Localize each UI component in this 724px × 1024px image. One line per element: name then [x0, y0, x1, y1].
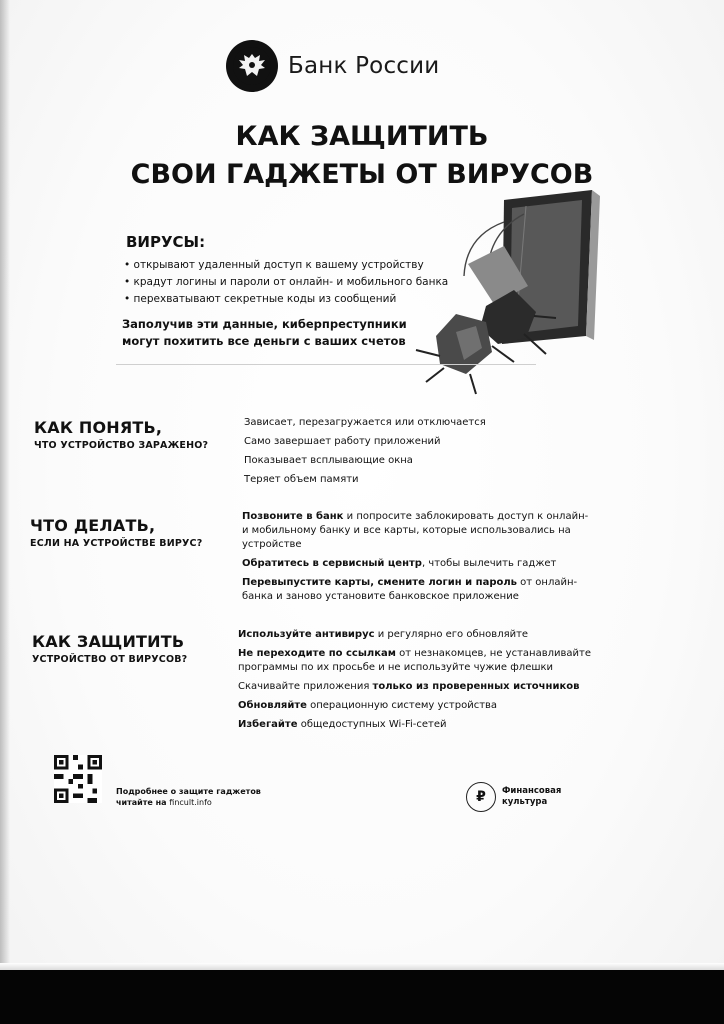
- list-item: Теряет объем памяти: [244, 474, 359, 485]
- section-title: ЧТО ДЕЛАТЬ,: [30, 516, 156, 535]
- scan-bottom-edge: [0, 963, 724, 970]
- bank-name: Банк России: [288, 53, 440, 79]
- double-headed-eagle-icon: [226, 40, 278, 92]
- section-divider: [116, 364, 536, 365]
- financial-culture-logo: ₽ Финансовая культура: [466, 782, 582, 812]
- list-item: Показывает всплывающие окна: [244, 455, 413, 466]
- qr-code-icon[interactable]: [53, 755, 103, 803]
- section-items: [238, 628, 598, 737]
- list-item: Используйте антивирус и регулярно его обновляйте: [238, 629, 529, 640]
- bank-logo: [226, 40, 439, 92]
- ruble-icon: ₽: [466, 782, 496, 812]
- list-item: • перехватывают секретные коды из сообщений: [124, 291, 448, 308]
- section-title: КАК ПОНЯТЬ,: [34, 418, 163, 437]
- section-subtitle: УСТРОЙСТВО ОТ ВИРУСОВ?: [32, 654, 188, 665]
- viruses-heading: ВИРУСЫ:: [126, 233, 206, 251]
- page-title: [0, 118, 724, 194]
- more-info-text: Подробнее о защите гаджетов читайте на fincult.info: [116, 787, 261, 807]
- section-title: КАК ЗАЩИТИТЬ: [32, 632, 185, 651]
- list-item: Скачивайте приложения только из проверенных источников: [238, 681, 580, 692]
- viruses-note: Заполучив эти данные, киберпреступники могут похитить все деньги с ваших счетов: [122, 317, 407, 348]
- section-items: [244, 416, 584, 492]
- section-subtitle: ЧТО УСТРОЙСТВО ЗАРАЖЕНО?: [34, 440, 209, 451]
- list-item: Обратитесь в сервисный центр, чтобы вылечить гаджет: [242, 558, 557, 569]
- list-item: Само завершает работу приложений: [244, 436, 441, 447]
- list-item: Обновляйте операционную систему устройства: [238, 700, 498, 711]
- fincult-link[interactable]: fincult.info: [169, 798, 212, 807]
- list-item: • открывают удаленный доступ к вашему устройству: [124, 257, 448, 274]
- section-items: [242, 510, 592, 609]
- list-item: • крадут логины и пароли от онлайн- и мобильного банка: [124, 274, 448, 291]
- scanner-bed-border: [0, 970, 724, 1024]
- section-subtitle: ЕСЛИ НА УСТРОЙСТВЕ ВИРУС?: [30, 538, 203, 549]
- list-item: Перевыпустите карты, смените логин и пароль от онлайн-банка и заново установите банковское приложение: [242, 577, 578, 602]
- title-line-1: КАК ЗАЩИТИТЬ: [235, 121, 489, 152]
- list-item: Позвоните в банк и попросите заблокировать доступ к онлайн- и мобильному банку и все карты, которые использовались на устройстве: [242, 511, 589, 550]
- list-item: Зависает, перезагружается или отключается: [244, 417, 486, 428]
- title-line-2: СВОИ ГАДЖЕТЫ ОТ ВИРУСОВ: [130, 159, 594, 190]
- list-item: Не переходите по ссылкам от незнакомцев, не устанавливайте программы по их просьбе и не используйте чужие флешки: [238, 648, 591, 673]
- list-item: Избегайте общедоступных Wi-Fi-сетей: [238, 719, 447, 730]
